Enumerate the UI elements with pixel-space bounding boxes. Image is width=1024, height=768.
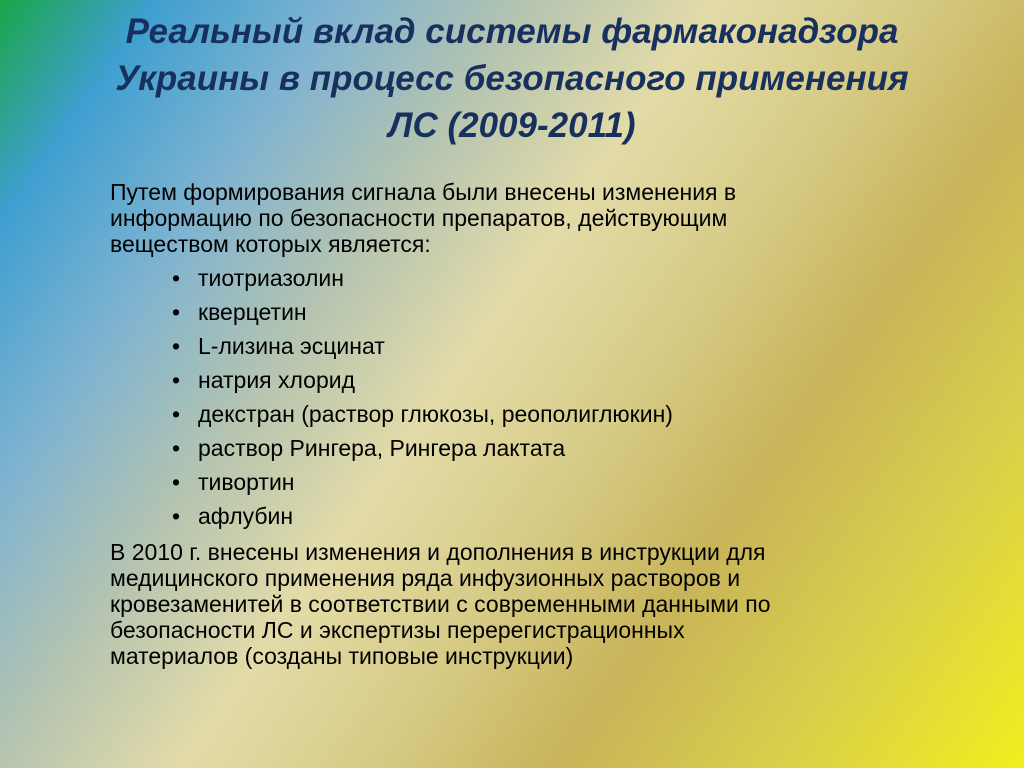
outro-line: В 2010 г. внесены изменения и дополнения в инструкции для [110,539,766,565]
intro-paragraph [110,179,950,257]
bullet-icon: • [172,401,181,427]
list-item [170,329,950,363]
slide-title-line: Реальный вклад системы фармаконадзора [125,12,899,51]
list-item [170,499,950,533]
intro-line: информацию по безопасности препаратов, действующим [110,205,728,231]
outro-paragraph [110,539,950,669]
bullet-icon: • [172,469,181,495]
slide-body [110,179,950,669]
list-item-text: афлубин [198,503,294,529]
list-item-text: тивортин [198,469,295,495]
bullet-icon: • [172,333,181,359]
intro-line: веществом которых является: [110,231,431,257]
outro-line: материалов (созданы типовые инструкции) [110,643,574,669]
outro-line: безопасности ЛС и экспертизы перерегистрационных [110,617,685,643]
list-item [170,397,950,431]
list-item [170,261,950,295]
outro-line: медицинского применения ряда инфузионных растворов и [110,565,741,591]
bullet-icon: • [172,503,181,529]
list-item [170,295,950,329]
drug-list [110,261,950,533]
list-item-text: декстран (раствор глюкозы, реополиглюкин) [198,401,673,427]
list-item-text: раствор Рингера, Рингера лактата [198,435,566,461]
slide-title-line: ЛС (2009-2011) [388,106,636,145]
list-item-text: тиотриазолин [198,265,344,291]
list-item-text: L-лизина эсцинат [198,333,385,359]
bullet-icon: • [172,265,181,291]
bullet-icon: • [172,299,181,325]
outro-line: кровезаменитей в соответствии с современными данными по [110,591,771,617]
list-item [170,363,950,397]
bullet-icon: • [172,367,181,393]
list-item-text: натрия хлорид [198,367,356,393]
list-item [170,431,950,465]
intro-line: Путем формирования сигнала были внесены изменения в [110,179,737,205]
list-item-text: кверцетин [198,299,307,325]
bullet-icon: • [172,435,181,461]
list-item [170,465,950,499]
slide-title-line: Украины в процесс безопасного применения [115,59,909,98]
slide-title [40,8,984,149]
